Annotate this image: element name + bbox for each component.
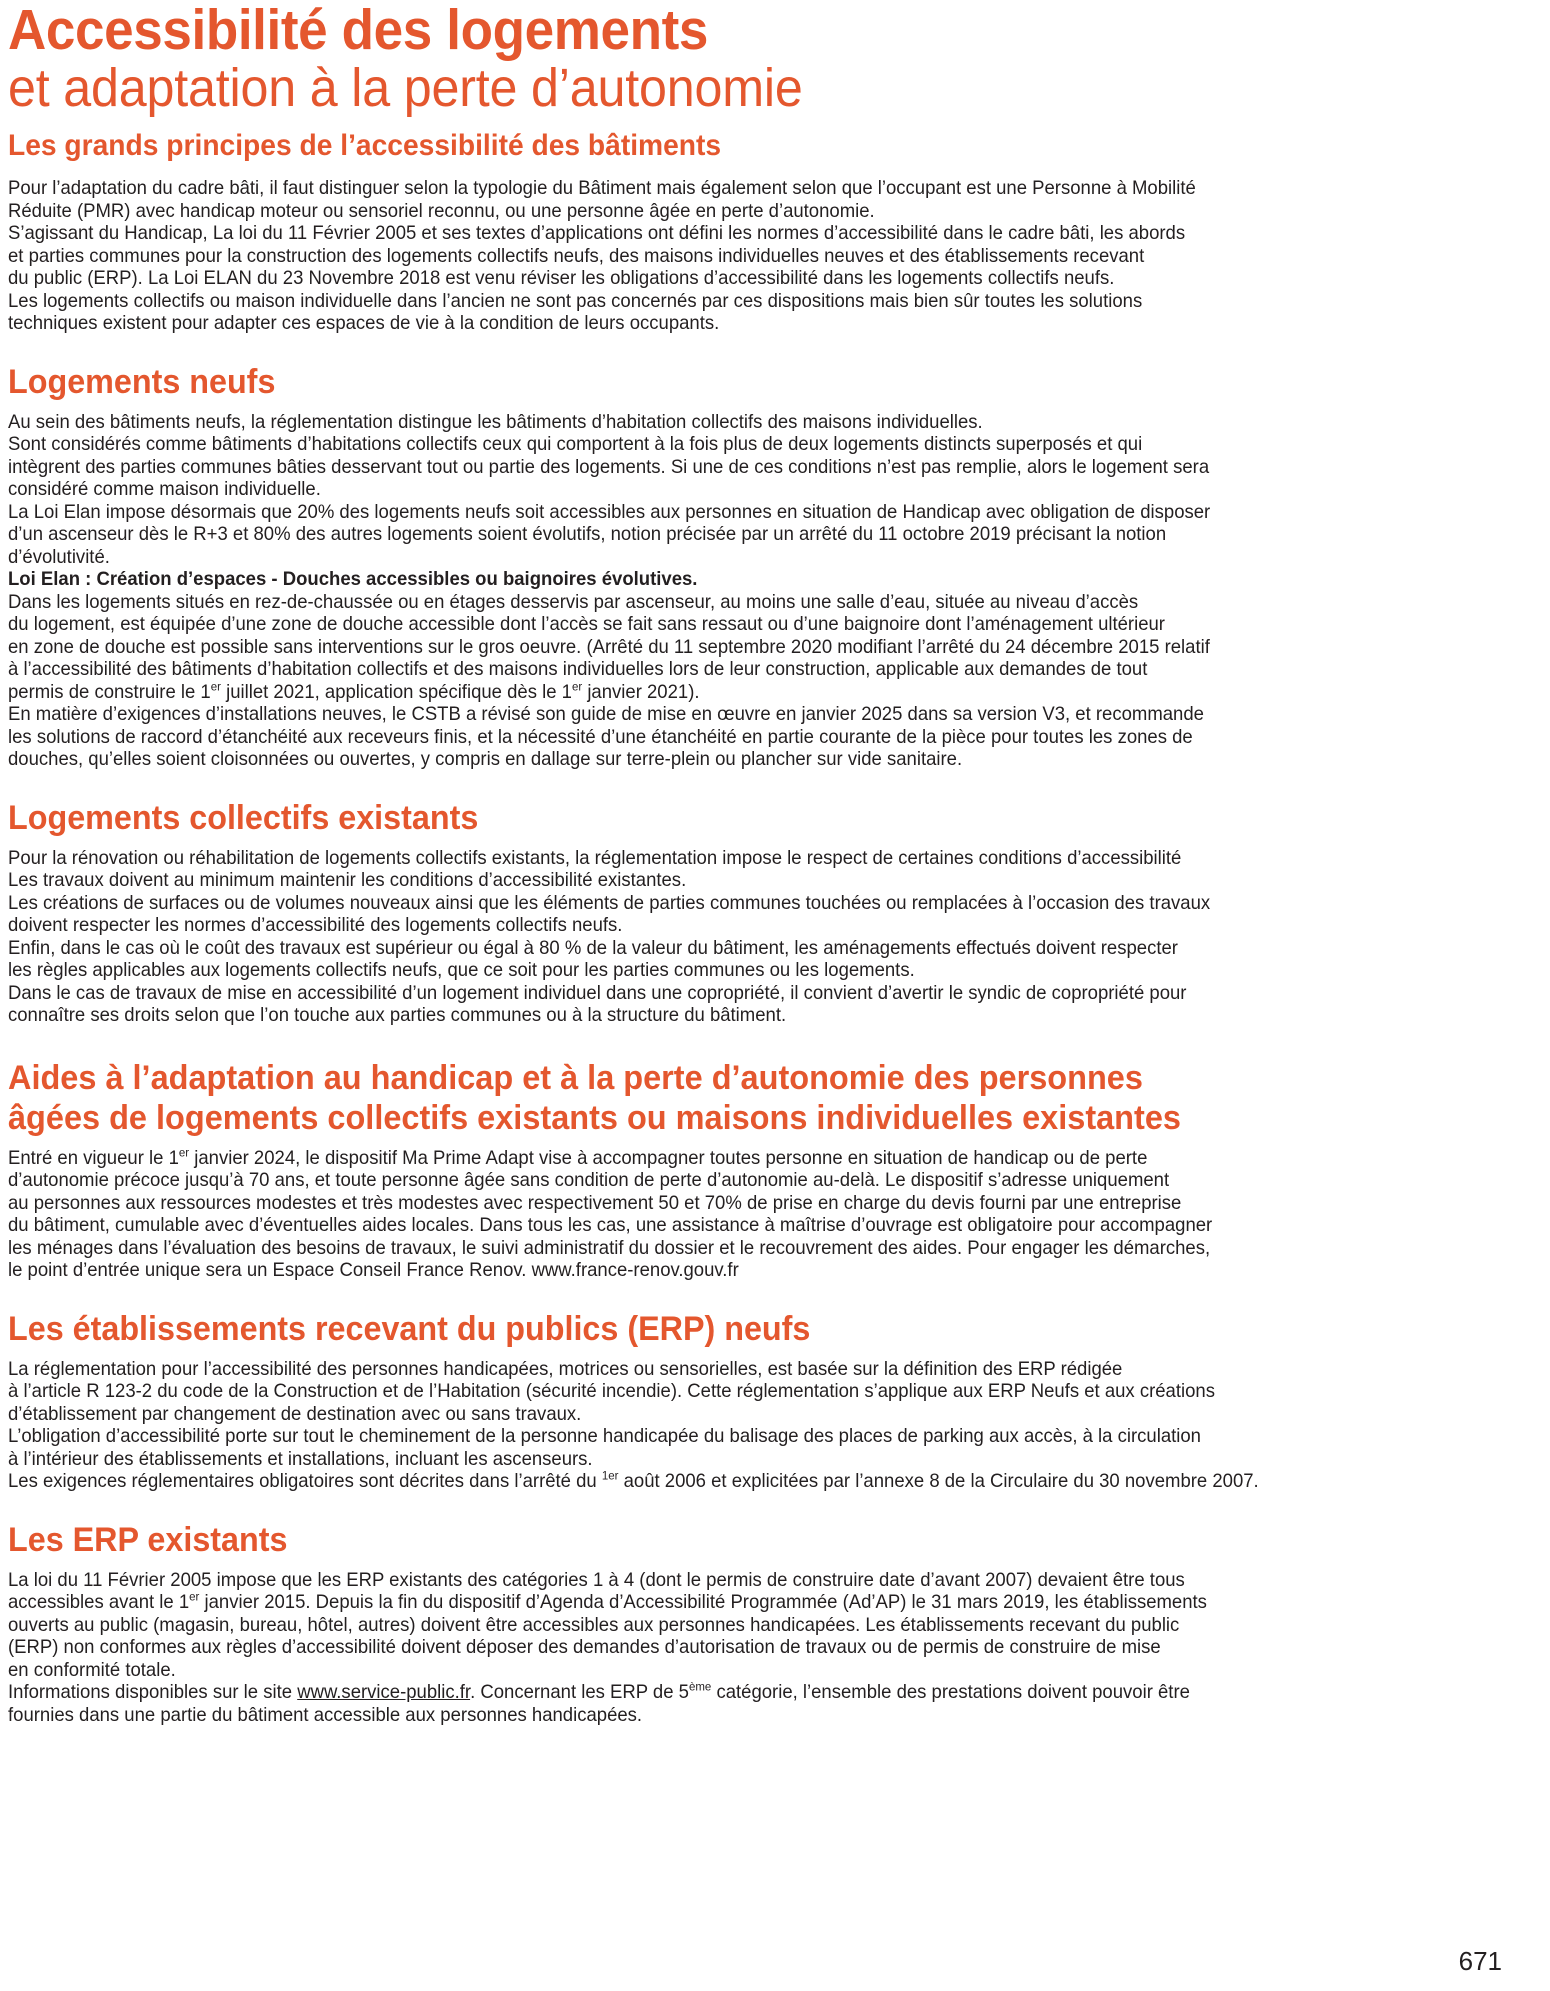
text-line: Sont considérés comme bâtiments d’habitations collectifs ceux qui comportent à la fois plus de deux logements distincts superposés et qui (8, 434, 1143, 455)
heading-logements-neufs: Logements neufs (8, 362, 276, 401)
superscript-ordinal: er (178, 1145, 190, 1160)
text-line: en zone de douche est possible sans interventions sur le gros oeuvre. (Arrêté du 11 septembre 2020 modifiant l’arrêté du 24 décembre 2015 relatif (8, 636, 1210, 658)
text-line: L’obligation d’accessibilité porte sur tout le cheminement de la personne handicapée du balisage des places de parking aux accès, à la circulation (8, 1426, 1201, 1447)
paragraph-aides-1 (8, 1145, 1502, 1283)
heading-erp-neufs: Les établissements recevant du publics (ERP) neufs (8, 1309, 811, 1348)
text-line: Pour la rénovation ou réhabilitation de logements collectifs existants, la réglementation impose le respect de certaines conditions d’accessibilité (8, 847, 1182, 869)
text-line: Les créations de surfaces ou de volumes nouveaux ainsi que les éléments de parties communes touchées ou remplacées à l’occasion des travaux (8, 892, 1211, 914)
text-line: S’agissant du Handicap, La loi du 11 Février 2005 et ses textes d’applications ont défini les normes d’accessibilité dans le cadre bâti, les abords (8, 223, 1186, 244)
superscript-ordinal: er (571, 679, 583, 694)
page-title: Accessibilité des logements (8, 0, 708, 62)
paragraph-intro-3 (8, 291, 1502, 336)
text-line: Dans le cas de travaux de mise en accessibilité d’un logement individuel dans une copropriété, il convient d’avertir le syndic de copropriété pour (8, 982, 1187, 1004)
text-line: La Loi Elan impose désormais que 20% des logements neufs soit accessibles aux personnes en situation de Handicap avec obligation de disposer (8, 501, 1211, 523)
text-line: techniques existent pour adapter ces espaces de vie à la condition de leurs occupants. (8, 313, 720, 334)
text-line: accessibles avant le 1er janvier 2015. Depuis la fin du dispositif d’Agenda d’Accessibilité Programmée (Ad’AP) le 31 mars 2019, les établissements (8, 1589, 1207, 1613)
page-number: 671 (1458, 1946, 1502, 1976)
text-line: Entré en vigueur le 1er janvier 2024, le dispositif Ma Prime Adapt vise à accompagner toutes personne en situation de handicap ou de perte (8, 1145, 1148, 1169)
text-line: les solutions de raccord d’étanchéité aux receveurs finis, et la nécessité d’une étanchéité en partie courante de la pièce pour toutes les zones de (8, 726, 1193, 748)
paragraph-erp-neufs-2 (8, 1426, 1502, 1471)
text-line: et parties communes pour la construction des logements collectifs neufs, des maisons individuelles neuves et des établissements recevant (8, 245, 1145, 267)
superscript-ordinal: 1er (601, 1468, 619, 1483)
paragraph-collectifs-4 (8, 983, 1502, 1028)
superscript-ordinal: ème (688, 1679, 712, 1694)
paragraph-collectifs-1 (8, 848, 1502, 893)
paragraph-collectifs-2 (8, 893, 1502, 938)
text-line: connaître ses droits selon que l’on touche aux parties communes ou à la structure du bâtiment. (8, 1005, 787, 1026)
text-line: à l’accessibilité des bâtiments d’habitation collectifs et des maisons individuelles lors de leur construction, applicable aux demandes de tout (8, 659, 1148, 680)
text-line: La loi du 11 Février 2005 impose que les ERP existants des catégories 1 à 4 (dont le permis de construire date d’avant 2007) devaient être tous (8, 1569, 1185, 1591)
text-line: Les logements collectifs ou maison individuelle dans l’ancien ne sont pas concernés par ces dispositions mais bien sûr toutes les solutions (8, 290, 1143, 312)
text-line: Informations disponibles sur le site www.service-public.fr. Concernant les ERP de 5ème catégorie, l’ensemble des prestations doivent pouvoir être (8, 1679, 1190, 1703)
paragraph-intro-2 (8, 223, 1502, 291)
text-line: fournies dans une partie du bâtiment accessible aux personnes handicapées. (8, 1704, 643, 1726)
heading-line: Aides à l’adaptation au handicap et à la perte d’autonomie des personnes (8, 1058, 1143, 1097)
paragraph-neufs-2 (8, 434, 1502, 502)
paragraph-neufs-3 (8, 502, 1502, 570)
page-subtitle: et adaptation à la perte d’autonomie (8, 58, 803, 118)
text-line: ouverts au public (magasin, bureau, hôtel, autres) doivent être accessibles aux personnes handicapées. Les établissements recevant du public (8, 1614, 1180, 1636)
paragraph-neufs-5 (8, 704, 1502, 772)
text-line: Pour l’adaptation du cadre bâti, il faut distinguer selon la typologie du Bâtiment mais également selon que l’occupant est une Personne à Mobilité (8, 178, 1196, 199)
paragraph-intro-1 (8, 178, 1502, 223)
text-line: Les exigences réglementaires obligatoires sont décrites dans l’arrêté du $^{1er}$ août 2006 et explicitées par l’annexe 8 de la Circulaire du 30 novembre 2007. (8, 1468, 1259, 1492)
text-line: douches, qu’elles soient cloisonnées ou ouvertes, y compris en dallage sur terre-plein ou plancher sur vide sanitaire. (8, 749, 963, 770)
text-line: d’établissement par changement de destination avec ou sans travaux. (8, 1403, 582, 1425)
text-line: (ERP) non conformes aux règles d’accessibilité doivent déposer des demandes d’autorisation de travaux ou de permis de construire de mise (8, 1637, 1161, 1658)
text-line-emphasis: Loi Elan : Création d’espaces - Douches accessibles ou baignoires évolutives. (8, 569, 698, 590)
paragraph-erp-neufs-3 (8, 1468, 1502, 1494)
superscript-ordinal: er (189, 1589, 200, 1604)
text-line: intègrent des parties communes bâties desservant tout ou partie des logements. Si une de ces conditions n’est pas remplie, alors le logement sera (8, 456, 1210, 478)
text-line: du logement, est équipée d’une zone de douche accessible dont l’accès se fait sans ressaut ou d’une baignoire dont l’aménagement ultérieur (8, 614, 1165, 635)
paragraph-neufs-4 (8, 592, 1502, 705)
text-line: le point d’entrée unique sera un Espace Conseil France Renov. www.france-renov.gouv.fr (8, 1260, 739, 1281)
paragraph-neufs-1 (8, 412, 1502, 435)
text-line: au personnes aux ressources modestes et très modestes avec respectivement 50 et 70% de prise en charge du devis fourni par une entreprise (8, 1192, 1182, 1214)
heading-erp-existants: Les ERP existants (8, 1520, 288, 1559)
paragraph-erp-existants-2 (8, 1679, 1502, 1727)
heading-aides-adaptation (8, 1058, 1435, 1138)
paragraph-erp-existants-1 (8, 1570, 1502, 1683)
text-line: permis de construire le 1er juillet 2021, application spécifique dès le 1er janvier 2021). (8, 679, 700, 703)
heading-logements-collectifs-existants: Logements collectifs existants (8, 798, 479, 837)
text-line: Réduite (PMR) avec handicap moteur ou sensoriel reconnu, ou une personne âgée en perte d’autonomie. (8, 200, 875, 222)
text-line: d’un ascenseur dès le R+3 et 80% des autres logements soient évolutifs, notion précisée par un arrêté du 11 octobre 2019 précisant la notion (8, 524, 1167, 545)
text-line: d’autonomie précoce jusqu’à 70 ans, et toute personne âgée sans condition de perte d’autonomie au-delà. Le dispositif s’adresse uniquement (8, 1170, 1170, 1191)
paragraph-collectifs-3 (8, 938, 1502, 983)
text-line: d’évolutivité. (8, 546, 110, 568)
section-title-principes: Les grands principes de l’accessibilité des bâtiments (8, 129, 722, 162)
text-line: en conformité totale. (8, 1659, 176, 1681)
text-line: considéré comme maison individuelle. (8, 479, 321, 500)
text-line: du public (ERP). La Loi ELAN du 23 Novembre 2018 est venu réviser les obligations d’accessibilité dans les logements collectifs neufs. (8, 268, 1115, 289)
heading-line: âgées de logements collectifs existants ou maisons individuelles existantes (8, 1098, 1181, 1137)
service-public-link[interactable]: www.service-public.fr (297, 1682, 471, 1703)
superscript-ordinal: er (210, 679, 221, 694)
text-line: Dans les logements situés en rez-de-chaussée ou en étages desservis par ascenseur, au moins une salle d’eau, située au niveau d’accès (8, 591, 1139, 613)
text-line: du bâtiment, cumulable avec d’éventuelles aides locales. Dans tous les cas, une assistance à maîtrise d’ouvrage est obligatoire pour accompagner (8, 1215, 1213, 1236)
text-line: les ménages dans l’évaluation des besoins de travaux, le suivi administratif du dossier et le recouvrement des aides. Pour engager les démarches, (8, 1237, 1211, 1259)
text-line: Au sein des bâtiments neufs, la réglementation distingue les bâtiments d’habitation collectifs des maisons individuelles. (8, 411, 983, 433)
text-line: Enfin, dans le cas où le coût des travaux est supérieur ou égal à 80 % de la valeur du bâtiment, les aménagements effectués doivent respecter (8, 937, 1178, 959)
text-line: à l’article R 123-2 du code de la Construction et de l’Habitation (sécurité incendie). Cette réglementation s’applique aux ERP Neufs et aux créations (8, 1381, 1215, 1402)
text-line: à l’intérieur des établissements et installations, incluant les ascenseurs. (8, 1448, 593, 1470)
text-line: En matière d’exigences d’installations neuves, le CSTB a révisé son guide de mise en œuvre en janvier 2025 dans sa version V3, et recommande (8, 704, 1204, 725)
text-line: Les travaux doivent au minimum maintenir les conditions d’accessibilité existantes. (8, 870, 687, 891)
text-line: les règles applicables aux logements collectifs neufs, que ce soit pour les parties communes ou les logements. (8, 960, 915, 981)
paragraph-neufs-bold (8, 569, 1502, 592)
paragraph-erp-neufs-1 (8, 1359, 1502, 1427)
text-line: doivent respecter les normes d’accessibilité des logements collectifs neufs. (8, 915, 623, 936)
text-line: La réglementation pour l’accessibilité des personnes handicapées, motrices ou sensorielles, est basée sur la définition des ERP rédigée (8, 1358, 1123, 1380)
